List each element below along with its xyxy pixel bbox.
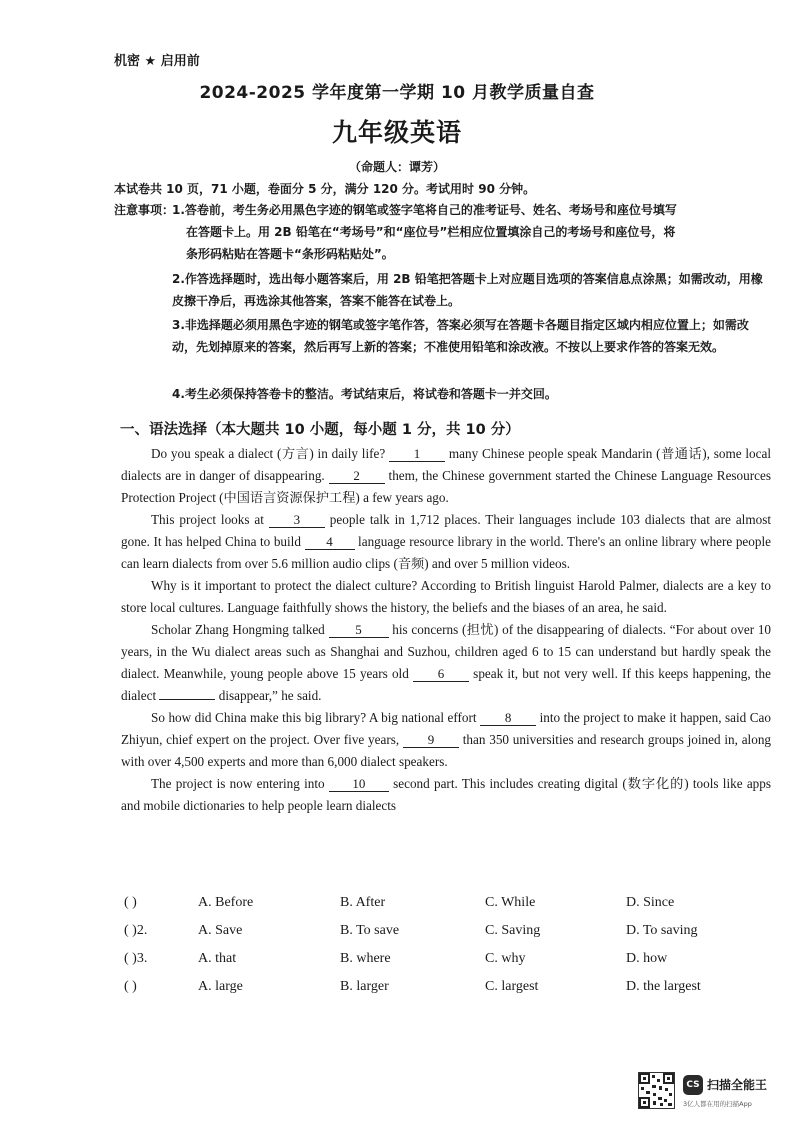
paragraph-3: Why is it important to protect the dialect culture? According to British linguist Harold Palmer, dialects are a key to store local cultures. Language faithfully shows the history, the beliefs and the biases of an area, he said. [121, 578, 771, 615]
exam-title: 2024-2025 学年度第一学期 10 月教学质量自查 [199, 83, 595, 103]
option-b: B. larger [340, 979, 389, 994]
answer-paren: ( ) [124, 895, 137, 910]
text-segment: his concerns (担忧) of the disappearing of dialects. “For about over 10 years, in the Wu dialect areas such as Shanghai and Suzhou, children aged 6 to 15 can understand but hardly speak the dialect. Meanwhile, young people above 15 years old [121, 622, 772, 681]
text-segment: speak it, but not very well. If this keeps happening, the dialect [121, 666, 771, 703]
secret-label: 机密 ★ 启用前 [114, 54, 200, 69]
option-d: D. To saving [626, 923, 698, 938]
paragraph-2 [121, 509, 771, 575]
notice-2: 2.作答选择题时，选出每小题答案后，用 2B 铅笔把答题卡上对应题目选项的答案信息点涂黑；如需改动，用橡皮擦干净后，再选涂其他答案，答案不能答在试卷上。 [172, 272, 763, 308]
option-d: D. Since [626, 895, 675, 910]
answer-paren: ( ) [124, 979, 137, 994]
exam-info: 本试卷共 10 页，71 小题，卷面分 5 分，满分 120 分。考试用时 90 分钟。 [114, 182, 536, 196]
camscanner-logo-icon: CS [683, 1075, 703, 1095]
text-segment: Do you speak a dialect (方言) in daily life? [151, 446, 390, 461]
notice-1 [172, 199, 772, 265]
blank-5: 5 [329, 622, 389, 638]
watermark-name: 扫描全能王 [707, 1078, 768, 1092]
notice-1-line-2: 在答题卡上。用 2B 铅笔在“考场号”和“座位号”栏相应位置填涂自己的考场号和座位号，将 [186, 225, 676, 239]
blank-2: 2 [329, 468, 385, 484]
text-segment: Scholar Zhang Hongming talked [151, 622, 329, 637]
option-c: C. why [485, 951, 526, 966]
notice-3: 3.非选择题必须用黑色字迹的钢笔或签字笔作答，答案必须写在答题卡各题目指定区域内相应位置上；如需改动，先划掉原来的答案，然后再写上新的答案；不准使用铅笔和涂改液。不按以上要求作答的答案无效。 [172, 318, 749, 354]
text-segment: than 350 universities and research groups joined in, along with over 4,500 experts and more than 6,000 dialect speakers. [121, 732, 772, 769]
paragraph-1 [121, 443, 771, 509]
option-a: A. that [198, 951, 237, 966]
text-segment: So how did China make this big library? A big national effort [151, 710, 481, 725]
option-c: C. Saving [485, 923, 541, 938]
blank-7 [159, 699, 215, 700]
blank-10: 10 [329, 776, 389, 792]
blank-3: 3 [269, 512, 325, 528]
blank-4: 4 [305, 534, 355, 550]
option-a: A. large [198, 979, 243, 994]
option-d: D. the largest [626, 979, 701, 994]
notice-1-line-1: 1.答卷前，考生务必用黑色字迹的钢笔或签字笔将自己的准考证号、姓名、考场号和座位号填写 [172, 203, 677, 217]
blank-8: 8 [480, 710, 536, 726]
paragraph-6 [121, 773, 771, 817]
option-b: B. where [340, 951, 391, 966]
option-c: C. While [485, 895, 536, 910]
text-segment: The project is now entering into [151, 776, 329, 791]
option-a: A. Save [198, 923, 243, 938]
watermark-tagline: 3亿人都在用的扫描App [683, 1100, 752, 1108]
option-row-4 [120, 979, 760, 1007]
option-c: C. largest [485, 979, 539, 994]
text-segment: language resource library in the world. There's an online library where people can learn dialects from over 5.6 million audio clips (音频) and over 5 million videos. [121, 534, 771, 571]
option-row-1 [120, 895, 760, 923]
option-row-2 [120, 923, 760, 951]
blank-1: 1 [389, 446, 445, 462]
answer-paren: ( )2. [124, 923, 148, 938]
text-segment: them, the Chinese government started the Chinese Language Resources Protection Project (中国语言资源保护工程) a few years ago. [121, 468, 771, 505]
text-segment: This project looks at [151, 512, 269, 527]
text-segment: many Chinese people speak Mandarin (普通话), some local dialects are in danger of disappearing. [121, 446, 771, 483]
qr-code-icon [638, 1072, 675, 1109]
blank-6: 6 [413, 666, 469, 682]
option-b: B. After [340, 895, 386, 910]
section-title: 一、语法选择（本大题共 10 小题，每小题 1 分，共 10 分） [120, 422, 520, 438]
text-segment: into the project to make it happen, said Cao Zhiyun, chief expert on the project. Over five years, [121, 710, 772, 747]
subject-title: 九年级英语 [331, 118, 462, 147]
paragraph-4 [121, 619, 771, 707]
notice-4: 4.考生必须保持答卷卡的整洁。考试结束后，将试卷和答题卡一并交回。 [172, 387, 557, 401]
notice-label: 注意事项： [114, 203, 175, 217]
answer-paren: ( )3. [124, 951, 148, 966]
text-segment: second part. This includes creating digital (数字化的) tools like apps and mobile dictionaries to help people learn dialects [121, 776, 771, 813]
option-b: B. To save [340, 923, 400, 938]
text-segment: disappear,” he said. [215, 688, 322, 703]
option-row-3 [120, 951, 760, 979]
option-a: A. Before [198, 895, 254, 910]
text-segment: people talk in 1,712 places. Their languages include 103 dialects that are almost gone. It has helped China to build [121, 512, 771, 549]
blank-9: 9 [403, 732, 459, 748]
author-line: （命题人：谭芳） [348, 160, 445, 174]
option-d: D. how [626, 951, 668, 966]
paragraph-5 [121, 707, 771, 773]
passage [121, 443, 771, 817]
answer-options [120, 895, 760, 1007]
notice-1-line-3: 条形码粘贴在答题卡“条形码粘贴处”。 [186, 247, 394, 261]
